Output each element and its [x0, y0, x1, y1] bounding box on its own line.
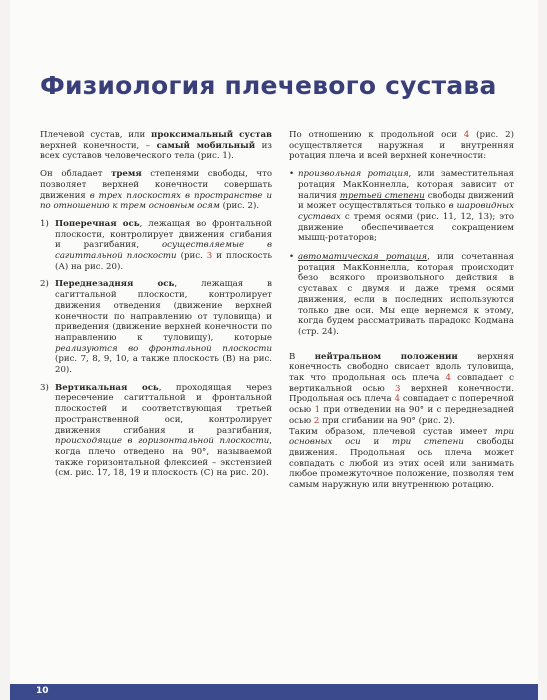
bullet-text [298, 252, 514, 338]
bullet-icon: • [289, 169, 295, 180]
axis-number: 4 [445, 373, 451, 384]
emphasis: осуществляемые в сагиттальной плоскости [55, 240, 272, 262]
text: , проходящая через пересечение сагиттальной и фронтальной плоскостей и соответствующая третьей пространственной оси, контролирует движения сгибания и разгибания, [55, 382, 272, 436]
text: при сгибании на 90° (рис. 2). [319, 415, 455, 426]
emphasis: происходящие в горизонтальной плоскости [55, 436, 270, 447]
emphasis: реализуются во фронтальной плоскости [55, 343, 272, 354]
text: Таким образом, плечевой сустав имеет [289, 426, 495, 437]
text: с тремя осями (рис. 11, 12, 13); это движение обеспечивается сокращением мышц-ротаторов; [298, 211, 514, 244]
text: (рис. 7, 8, 9, 10, а также плоскость (В) на рис. 20). [55, 354, 272, 376]
item-text [55, 279, 272, 375]
axis-item-anteroposterior [40, 279, 272, 375]
footer-bar [10, 684, 538, 700]
text: и [360, 437, 393, 448]
text: (рис. [176, 251, 207, 262]
text: , или сочетанная ротация МакКоннелла, которая происходит безо всякого произвольного действия в суставах с двумя и даже тремя осями движения, если в последних используются только две оси. Мы еще вернемся к этому, когда будем рассматривать парадокс Кодмана (стр. 24). [298, 252, 514, 337]
right-column [289, 130, 514, 498]
axis-number: 2 [313, 415, 320, 426]
item-number: 3) [40, 382, 49, 393]
page-number: 10 [36, 686, 49, 696]
text: свободы движения. Продольная ось плеча может совпадать с любой из этих осей или занимать любое промежуточное положение, позволяя тем самым наружную или внутреннюю ротацию. [289, 437, 514, 491]
term: тремя [111, 169, 142, 180]
bullet-voluntary-rotation [289, 169, 514, 244]
term: Поперечная ось [55, 218, 140, 229]
item-number: 2) [40, 279, 49, 290]
axis-item-transverse [40, 219, 272, 273]
text: , когда плечо отведено на 90°, называемой также горизонтальной флексией – экстензией (см. рис. 17, 18, 19 и плоскость (С) на рис. 20). [55, 436, 272, 479]
axis-number: 3 [206, 251, 213, 262]
text: верхняя конечность свободно свисает вдоль туловища, так что продольная ось плеча [289, 351, 514, 384]
emphasis: автоматическая ротация [298, 252, 428, 263]
axis-number: 4 [463, 130, 470, 140]
term: самый мобильный [156, 140, 256, 151]
text: В [289, 351, 315, 362]
text: и плоскость (А) на рис. 20). [55, 251, 272, 272]
emphasis: третьей степени [339, 190, 425, 201]
text: (рис. 2) осуществляется наружная и внутренняя ротация плеча и всей верхней конечности: [289, 130, 514, 162]
axis-number: 4 [394, 394, 400, 405]
text: Он обладает [40, 169, 112, 180]
conclusion-paragraph [289, 427, 514, 491]
left-column [40, 130, 272, 486]
emphasis: произвольная ротация [298, 169, 409, 180]
axis-item-vertical [40, 383, 272, 479]
emphasis: в трех плоскостях в пространстве и по отношению к трем основным осям [40, 190, 272, 212]
text: , или заместительная ротация МакКоннелла, которая зависит от наличия [298, 169, 514, 201]
text: Плечевой сустав, или [40, 130, 152, 140]
page-title: Физиология плечевого сустава [40, 71, 497, 100]
term: Вертикальная ось [55, 382, 159, 393]
emphasis: три степени [392, 437, 464, 448]
text: степенями свободы, что позволяет верхней конечности совершать движения [40, 169, 272, 201]
axis-number: 1 [314, 405, 321, 416]
bullet-automatic-rotation [289, 252, 514, 338]
term: Переднезадняя ось [55, 279, 175, 290]
item-text [55, 219, 272, 273]
rotation-paragraph [289, 130, 514, 162]
text: верхней конечности, – [40, 140, 157, 151]
item-number: 1) [40, 218, 49, 229]
text: , лежащая в сагиттальной плоскости, контролирует движения отведения (движение верхней конечности по направлению от туловища) и приведения (движение верхней конечности по направлению к туловищу), которые [55, 279, 272, 343]
item-text [55, 383, 272, 479]
text: при отведении на 90° и с переднезадней осью [289, 405, 514, 426]
bullet-text [298, 169, 514, 244]
text: совпадает с поперечной осью [289, 394, 514, 416]
text: верхней конечности. Продольная ось плеча [289, 383, 514, 405]
intro-paragraph [40, 130, 272, 162]
text: из всех суставов человеческого тела (рис. 1). [40, 140, 272, 162]
term: проксимальный сустав [151, 130, 272, 140]
emphasis: в шаровидных суставах [298, 201, 514, 222]
term: нейтральном положении [314, 351, 458, 362]
emphasis: три основных оси [289, 426, 514, 448]
text: (рис. 2). [219, 201, 260, 212]
text: По отношению к продольной оси [289, 130, 464, 140]
bullet-icon: • [289, 252, 295, 263]
text: совпадает с вертикальной осью [289, 373, 514, 394]
degrees-paragraph [40, 169, 272, 212]
neutral-position-paragraph [289, 352, 514, 427]
axis-number: 3 [395, 383, 401, 394]
text: , лежащая во фронтальной плоскости, контролирует движения сгибания и разгибания, [55, 218, 272, 251]
text: свободы движений и может осуществляться только [298, 190, 514, 212]
